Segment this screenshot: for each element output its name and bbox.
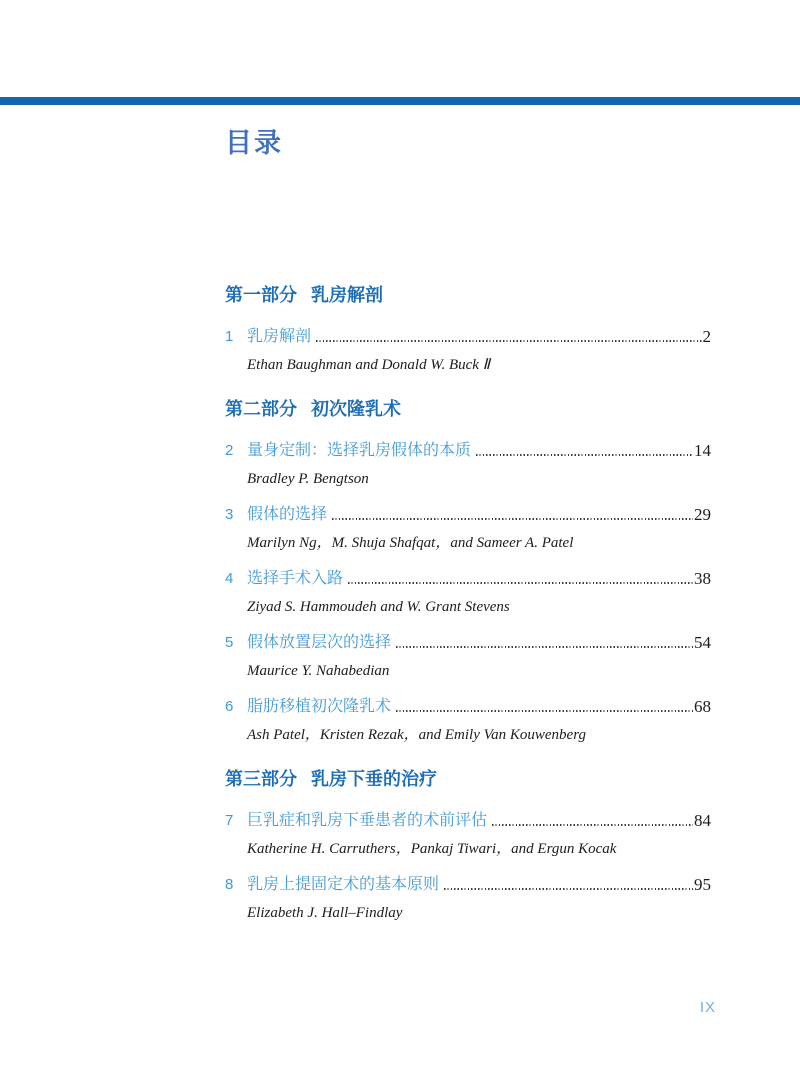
chapter-entry-row bbox=[225, 507, 711, 523]
chapter-page-number: 68 bbox=[694, 697, 711, 716]
toc-section bbox=[225, 770, 711, 921]
section-chapters bbox=[225, 813, 711, 921]
toc-sections bbox=[225, 286, 711, 921]
toc-chapter bbox=[225, 813, 711, 857]
top-accent-bar bbox=[0, 97, 800, 105]
chapter-page-number: 2 bbox=[702, 327, 711, 346]
chapter-authors: Ash Patel，Kristen Rezak，and Emily Van Kouwenberg bbox=[247, 727, 586, 743]
chapter-number: 3 bbox=[225, 506, 234, 523]
chapter-entry-row bbox=[225, 699, 711, 715]
chapter-number: 7 bbox=[225, 812, 234, 829]
chapter-authors: Maurice Y. Nahabedian bbox=[247, 663, 390, 679]
chapter-authors: Ziyad S. Hammoudeh and W. Grant Stevens bbox=[247, 599, 510, 615]
chapter-number: 5 bbox=[225, 634, 234, 651]
toc-chapter bbox=[225, 877, 711, 921]
chapter-entry-row bbox=[225, 571, 711, 587]
dot-leader bbox=[444, 888, 693, 890]
chapter-entry-row bbox=[225, 329, 711, 345]
section-chapters bbox=[225, 443, 711, 743]
section-title: 初次隆乳术 bbox=[311, 399, 401, 419]
section-label: 第二部分 bbox=[225, 399, 297, 419]
toc-section bbox=[225, 286, 711, 373]
toc-chapter bbox=[225, 507, 711, 551]
chapter-number: 1 bbox=[225, 328, 234, 345]
chapter-title: 量身定制：选择乳房假体的本质 bbox=[247, 442, 472, 459]
chapter-title: 乳房解剖 bbox=[247, 328, 312, 345]
chapter-entry-row bbox=[225, 443, 711, 459]
toc-chapter bbox=[225, 443, 711, 487]
toc-chapter bbox=[225, 329, 711, 373]
dot-leader bbox=[332, 518, 693, 520]
page-title: 目录 bbox=[225, 128, 283, 158]
section-chapters bbox=[225, 329, 711, 373]
chapter-page-number: 54 bbox=[694, 633, 711, 652]
chapter-title: 假体的选择 bbox=[247, 506, 328, 523]
chapter-authors: Marilyn Ng，M. Shuja Shafqat，and Sameer A. Patel bbox=[247, 535, 574, 551]
chapter-title: 选择手术入路 bbox=[247, 570, 344, 587]
dot-leader bbox=[348, 582, 693, 584]
chapter-page-number: 95 bbox=[694, 875, 711, 894]
chapter-authors: Elizabeth J. Hall–Findlay bbox=[247, 905, 403, 921]
chapter-entry-row bbox=[225, 813, 711, 829]
dot-leader bbox=[492, 824, 693, 826]
chapter-title: 脂肪移植初次隆乳术 bbox=[247, 698, 392, 715]
chapter-page-number: 14 bbox=[694, 441, 711, 460]
dot-leader bbox=[316, 340, 701, 342]
section-heading bbox=[225, 400, 711, 418]
section-title: 乳房下垂的治疗 bbox=[311, 769, 437, 789]
toc-section bbox=[225, 400, 711, 743]
dot-leader bbox=[476, 454, 693, 456]
chapter-title: 巨乳症和乳房下垂患者的术前评估 bbox=[247, 812, 488, 829]
chapter-number: 6 bbox=[225, 698, 234, 715]
chapter-authors: Bradley P. Bengtson bbox=[247, 471, 369, 487]
section-heading bbox=[225, 286, 711, 304]
section-label: 第一部分 bbox=[225, 285, 297, 305]
section-heading bbox=[225, 770, 711, 788]
chapter-entry-row bbox=[225, 877, 711, 893]
folio-page-number: IX bbox=[699, 999, 716, 1016]
chapter-entry-row bbox=[225, 635, 711, 651]
chapter-title: 假体放置层次的选择 bbox=[247, 634, 392, 651]
chapter-authors: Katherine H. Carruthers，Pankaj Tiwari，and Ergun Kocak bbox=[247, 841, 617, 857]
chapter-page-number: 29 bbox=[694, 505, 711, 524]
dot-leader bbox=[396, 646, 693, 648]
chapter-page-number: 84 bbox=[694, 811, 711, 830]
chapter-page-number: 38 bbox=[694, 569, 711, 588]
toc-chapter bbox=[225, 699, 711, 743]
toc-page bbox=[225, 128, 711, 921]
dot-leader bbox=[396, 710, 693, 712]
section-label: 第三部分 bbox=[225, 769, 297, 789]
toc-chapter bbox=[225, 571, 711, 615]
chapter-number: 2 bbox=[225, 442, 234, 459]
section-title: 乳房解剖 bbox=[311, 285, 383, 305]
chapter-number: 8 bbox=[225, 876, 234, 893]
chapter-number: 4 bbox=[225, 570, 234, 587]
toc-chapter bbox=[225, 635, 711, 679]
chapter-title: 乳房上提固定术的基本原则 bbox=[247, 876, 440, 893]
chapter-authors: Ethan Baughman and Donald W. Buck Ⅱ bbox=[247, 357, 491, 373]
